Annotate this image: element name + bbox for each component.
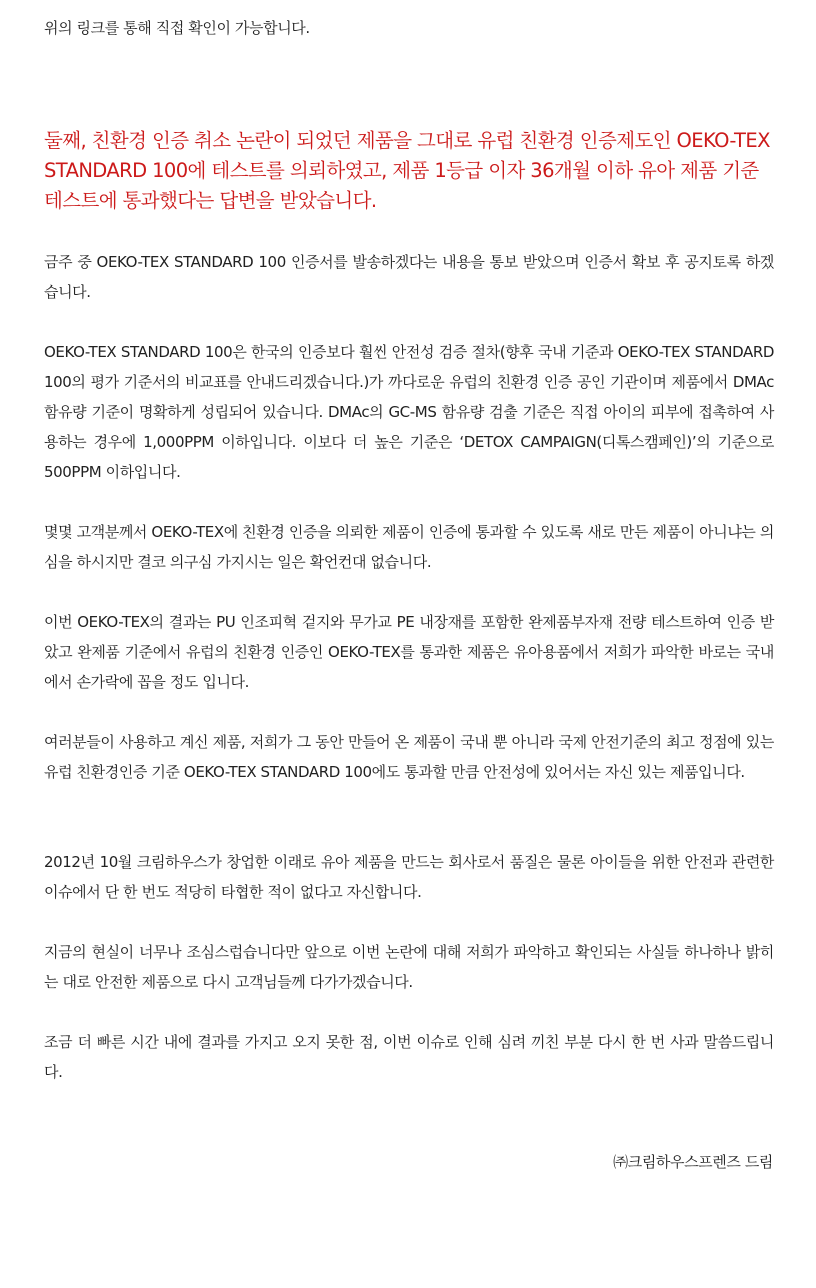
paragraph-future-plan: 지금의 현실이 너무나 조심스럽습니다만 앞으로 이번 논란에 대해 저희가 파악하고 확인되는 사실들 하나하나 밝히는 대로 안전한 제품으로 다시 고객님들께 다가가겠습니다. <box>44 943 774 991</box>
paragraph-standard-description: OEKO-TEX STANDARD 100은 한국의 인증보다 훨씬 안전성 검증 절차(향후 국내 기준과 OEKO-TEX STANDARD 100의 평가 기준서의 비교표를 안내드리겠습니다.)가 까다로운 유럽의 친환경 인증 공인 기관이며 제품에서 DMAc 함유량 기준이 명확하게 성립되어 있습니다. DMAc의 GC-MS 함유량 검출 기준은 직접 아이의 피부에 접촉하여 사용하는 경우에 1,000PPM 이하입니다. 이보다 더 높은 기준은 ‘DETOX CAMPAIGN(디톡스캠페인)’의 기준으로 500PPM 이하입니다. <box>44 343 774 481</box>
headline: 둘째, 친환경 인증 취소 논란이 되었던 제품을 그대로 유럽 친환경 인증제도인 OEKO-TEX STANDARD 100에 테스트를 의뢰하였고, 제품 1등급 이자 36개월 이하 유아 제품 기준 테스트에 통과했다는 답변을 받았습니다. <box>44 129 770 212</box>
paragraph-test-result: 이번 OEKO-TEX의 결과는 PU 인조피혁 겉지와 무가교 PE 내장재를 포함한 완제품부자재 전량 테스트하여 인증 받았고 완제품 기준에서 유럽의 친환경 인증인 OEKO-TEX를 통과한 제품은 유아용품에서 저희가 파악한 바로는 국내에서 손가락에 꼽을 정도 입니다. <box>44 613 774 691</box>
intro-text: 위의 링크를 통해 직접 확인이 가능합니다. <box>44 19 310 37</box>
paragraph-certificate-notice: 금주 중 OEKO-TEX STANDARD 100 인증서를 발송하겠다는 내용을 통보 받았으며 인증서 확보 후 공지토록 하겠습니다. <box>44 253 774 301</box>
signature: ㈜크림하우스프렌즈 드림 <box>613 1153 773 1171</box>
paragraph-company-history: 2012년 10월 크림하우스가 창업한 이래로 유아 제품을 만드는 회사로서 품질은 물론 아이들을 위한 안전과 관련한 이슈에서 단 한 번도 적당히 타협한 적이 없다고 자신합니다. <box>44 853 774 901</box>
paragraph-product-safety: 여러분들이 사용하고 계신 제품, 저희가 그 동안 만들어 온 제품이 국내 뿐 아니라 국제 안전기준의 최고 정점에 있는 유럽 친환경인증 기준 OEKO-TEX STANDARD 100에도 통과할 만큼 안전성에 있어서는 자신 있는 제품입니다. <box>44 733 774 781</box>
paragraph-apology: 조금 더 빠른 시간 내에 결과를 가지고 오지 못한 점, 이번 이슈로 인해 심려 끼친 부분 다시 한 번 사과 말씀드립니다. <box>44 1033 774 1081</box>
paragraph-customer-doubt: 몇몇 고객분께서 OEKO-TEX에 친환경 인증을 의뢰한 제품이 인증에 통과할 수 있도록 새로 만든 제품이 아니냐는 의심을 하시지만 결코 의구심 가지시는 일은 확언컨대 없습니다. <box>44 523 774 571</box>
